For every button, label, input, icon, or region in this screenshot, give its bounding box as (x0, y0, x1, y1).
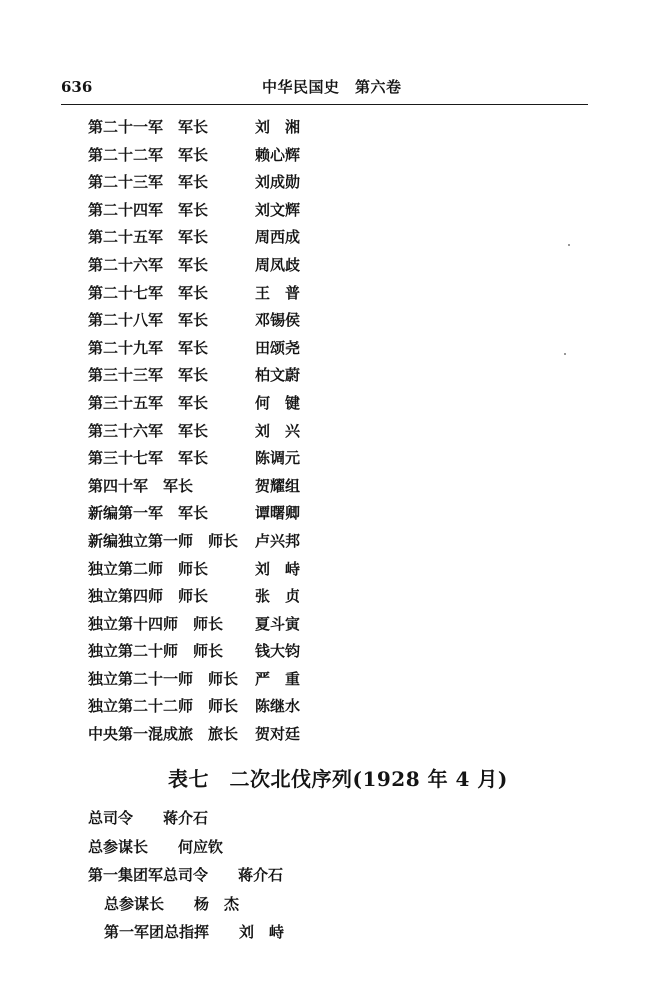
commander-title: 师长 (178, 587, 209, 606)
commander-title: 师长 (193, 642, 224, 661)
commander-title: 师长 (208, 669, 239, 688)
roster-row (88, 362, 348, 390)
commander-title: 军长 (178, 421, 209, 440)
commander-title: 师长 (193, 614, 224, 633)
unit-name: 第二十九军 (88, 338, 164, 357)
unit-name: 独立第十四师 (88, 614, 179, 633)
roster-row (88, 500, 348, 528)
commander-title: 军长 (178, 311, 209, 330)
unit-name: 第二十五军 (88, 228, 164, 247)
unit-name: 独立第二十二师 (88, 697, 194, 716)
unit-name: 第二十一军 (88, 118, 164, 136)
unit-name: 独立第二十一师 (88, 669, 194, 688)
order-row: 总参谋长 何应钦 (88, 837, 224, 856)
roster-row (88, 169, 348, 197)
unit-name: 第二十三军 (88, 173, 164, 192)
commander-name: 何 键 (255, 393, 301, 412)
commander-name: 刘 兴 (255, 421, 301, 440)
commander-name: 谭曙卿 (255, 504, 301, 523)
roster-row (88, 418, 348, 446)
commander-name: 周西成 (255, 228, 301, 247)
commander-title: 军长 (178, 173, 209, 192)
unit-name: 第四十军 (88, 476, 149, 495)
unit-name: 独立第二师 (88, 559, 164, 578)
roster-row (88, 693, 348, 721)
roster-row (88, 197, 348, 225)
roster-row (88, 528, 348, 556)
commander-title: 军长 (178, 228, 209, 247)
commander-name: 贺耀组 (255, 476, 301, 495)
commander-name: 张 贞 (255, 587, 301, 606)
commander-name: 钱大钧 (255, 642, 301, 661)
commander-title: 师长 (178, 559, 209, 578)
commander-name: 刘 峙 (255, 559, 301, 578)
order-row: 第一集团军总司令 蒋介石 (88, 866, 284, 884)
commander-title: 军长 (178, 200, 209, 219)
roster-row (88, 583, 348, 611)
commander-name: 刘 湘 (255, 118, 301, 136)
order-row: 总司令 蒋介石 (88, 809, 209, 827)
commander-name: 贺对廷 (255, 725, 301, 744)
commander-title: 旅长 (208, 725, 239, 744)
unit-name: 第二十四军 (88, 200, 164, 219)
unit-name: 第二十八军 (88, 311, 164, 330)
unit-name: 第二十六军 (88, 255, 164, 274)
unit-name: 第三十七军 (88, 449, 164, 468)
commander-title: 军长 (178, 504, 209, 523)
commander-name: 王 普 (255, 283, 301, 302)
unit-name: 新编独立第一师 (88, 531, 194, 550)
commander-title: 军长 (178, 118, 209, 136)
roster-row (88, 114, 348, 142)
commander-name: 严 重 (255, 669, 301, 688)
commander-title: 军长 (178, 449, 209, 468)
roster-row (88, 445, 348, 473)
roster-row (88, 224, 348, 252)
commander-title: 军长 (178, 255, 209, 274)
scan-speck (568, 244, 570, 246)
roster-row (88, 721, 348, 749)
commander-title: 军长 (178, 366, 209, 385)
roster-row (88, 666, 348, 694)
roster-row (88, 638, 348, 666)
commander-name: 陈继水 (255, 697, 301, 716)
unit-name: 中央第一混成旅 (88, 725, 194, 744)
roster-row (88, 335, 348, 363)
unit-name: 第三十六军 (88, 421, 164, 440)
order-row: 总参谋长 杨 杰 (104, 894, 240, 913)
roster-row (88, 280, 348, 308)
unit-name: 第二十二军 (88, 145, 164, 164)
commander-roster (88, 114, 348, 749)
commander-name: 赖心辉 (255, 145, 301, 164)
roster-row (88, 390, 348, 418)
roster-row (88, 473, 348, 501)
commander-name: 刘文辉 (255, 200, 301, 219)
commander-name: 夏斗寅 (255, 614, 301, 633)
commander-title: 军长 (178, 145, 209, 164)
commander-name: 柏文蔚 (255, 366, 301, 385)
roster-row (88, 611, 348, 639)
commander-title: 军长 (178, 393, 209, 412)
page-number: 636 (61, 78, 93, 96)
commander-name: 陈调元 (255, 449, 301, 468)
scan-speck (564, 353, 566, 355)
unit-name: 独立第四师 (88, 587, 164, 606)
unit-name: 第二十七军 (88, 283, 164, 302)
commander-title: 师长 (208, 697, 239, 716)
commander-title: 军长 (178, 283, 209, 302)
running-title: 中华民国史 第六卷 (262, 78, 402, 96)
commander-title: 师长 (208, 531, 239, 550)
commander-name: 刘成勋 (255, 173, 301, 192)
roster-row (88, 307, 348, 335)
order-of-battle (88, 804, 284, 947)
roster-row (88, 252, 348, 280)
roster-row (88, 556, 348, 584)
unit-name: 独立第二十师 (88, 642, 179, 661)
unit-name: 第三十五军 (88, 393, 164, 412)
roster-row (88, 142, 348, 170)
commander-name: 田颂尧 (255, 338, 301, 357)
commander-name: 邓锡侯 (255, 311, 301, 330)
commander-name: 周凤歧 (255, 255, 301, 274)
unit-name: 新编第一军 (88, 504, 164, 523)
order-row: 第一军团总指挥 刘 峙 (104, 923, 285, 941)
commander-title: 军长 (163, 476, 194, 495)
table-title: 表七 二次北伐序列(1928 年 4 月) (168, 767, 508, 791)
commander-title: 军长 (178, 338, 209, 357)
commander-name: 卢兴邦 (255, 531, 301, 550)
header-rule (61, 104, 588, 105)
unit-name: 第三十三军 (88, 366, 164, 385)
